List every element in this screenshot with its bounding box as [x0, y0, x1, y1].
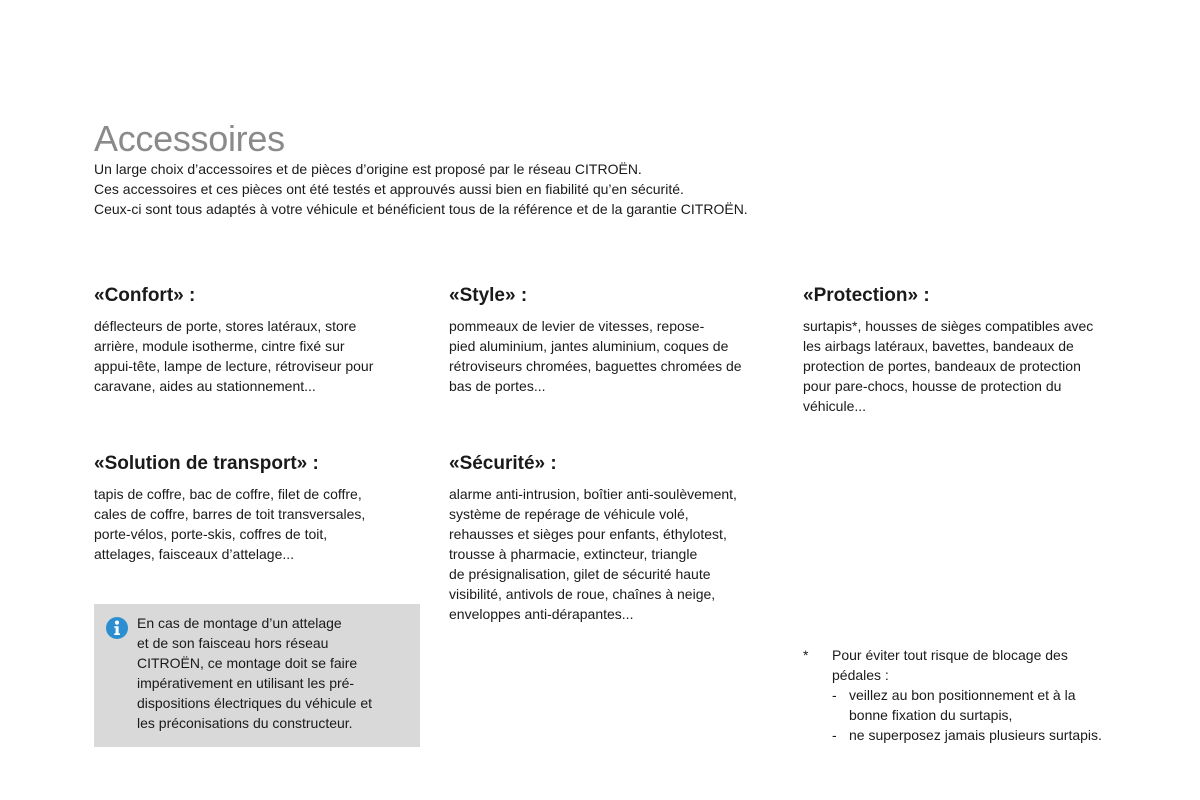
body-line: pour pare-chocs, housse de protection du	[803, 378, 1062, 394]
body-line: de présignalisation, gilet de sécurité haute	[449, 566, 711, 582]
body-line: système de repérage de véhicule volé,	[449, 506, 689, 522]
section-heading: «Protection» :	[803, 285, 930, 306]
body-line: rehausses et sièges pour enfants, éthylotest,	[449, 526, 727, 542]
footnote-item-line: veillez au bon positionnement et à la	[849, 687, 1076, 703]
section-heading: «Style» :	[449, 285, 528, 306]
intro-line: Ceux-ci sont tous adaptés à votre véhicule et bénéficient tous de la référence et de la garantie CITROËN.	[94, 201, 748, 217]
body-line: cales de coffre, barres de toit transversales,	[94, 506, 366, 522]
info-text	[137, 613, 372, 733]
body-line: surtapis*, housses de sièges compatibles avec	[803, 318, 1094, 334]
body-line: déflecteurs de porte, stores latéraux, store	[94, 318, 357, 334]
info-line: dispositions électriques du véhicule et	[137, 695, 373, 711]
intro-line: Ces accessoires et ces pièces ont été testés et approuvés aussi bien en fiabilité qu’en sécurité.	[94, 181, 684, 197]
body-line: trousse à pharmacie, extincteur, triangle	[449, 546, 698, 562]
section-protection	[803, 284, 1133, 416]
footnote-item-line: bonne fixation du surtapis,	[849, 707, 1013, 723]
footnote-item-line: ne superposez jamais plusieurs surtapis.	[849, 727, 1102, 743]
section-body	[94, 484, 424, 564]
section-body	[449, 316, 779, 396]
info-line: CITROËN, ce montage doit se faire	[137, 655, 358, 671]
section-style	[449, 284, 779, 396]
body-line: protection de portes, bandeaux de protection	[803, 358, 1081, 374]
info-line: et de son faisceau hors réseau	[137, 635, 329, 651]
section-confort	[94, 284, 424, 396]
body-line: rétroviseurs chromées, baguettes chromées de	[449, 358, 742, 374]
body-line: pommeaux de levier de vitesses, repose-	[449, 318, 705, 334]
section-heading: «Solution de transport» :	[94, 453, 319, 474]
body-line: alarme anti-intrusion, boîtier anti-soulèvement,	[449, 486, 737, 502]
footnote-line: Pour éviter tout risque de blocage des	[832, 647, 1068, 663]
body-line: tapis de coffre, bac de coffre, filet de coffre,	[94, 486, 362, 502]
footnote-dash: -	[832, 687, 837, 703]
body-line: attelages, faisceaux d’attelage...	[94, 546, 295, 562]
footnote-line: pédales :	[832, 667, 889, 683]
body-line: appui-tête, lampe de lecture, rétroviseur pour	[94, 358, 374, 374]
info-line: impérativement en utilisant les pré-	[137, 675, 355, 691]
body-line: caravane, aides au stationnement...	[94, 378, 316, 394]
section-body	[94, 316, 424, 396]
info-icon	[106, 617, 128, 639]
section-securite	[449, 452, 779, 624]
body-line: visibilité, antivols de roue, chaînes à neige,	[449, 586, 716, 602]
section-body	[803, 316, 1133, 416]
body-line: arrière, module isotherme, cintre fixé sur	[94, 338, 345, 354]
page-title: Accessoires	[94, 118, 285, 159]
info-box	[94, 604, 420, 747]
section-transport	[94, 452, 424, 564]
body-line: bas de portes...	[449, 378, 546, 394]
body-line: pied aluminium, jantes aluminium, coques de	[449, 338, 729, 354]
footnote-marker: *	[803, 647, 809, 663]
body-line: enveloppes anti-dérapantes...	[449, 606, 634, 622]
body-line: véhicule...	[803, 398, 867, 414]
body-line: les airbags latéraux, bavettes, bandeaux de	[803, 338, 1074, 354]
section-body	[449, 484, 779, 624]
info-line: les préconisations du constructeur.	[137, 715, 353, 731]
info-line: En cas de montage d’un attelage	[137, 615, 342, 631]
body-line: porte-vélos, porte-skis, coffres de toit,	[94, 526, 328, 542]
section-heading: «Confort» :	[94, 285, 196, 306]
section-heading: «Sécurité» :	[449, 453, 557, 474]
intro-line: Un large choix d’accessoires et de pièces d’origine est proposé par le réseau CITROËN.	[94, 161, 642, 177]
intro-paragraph	[94, 159, 994, 219]
footnote-dash: -	[832, 727, 837, 743]
